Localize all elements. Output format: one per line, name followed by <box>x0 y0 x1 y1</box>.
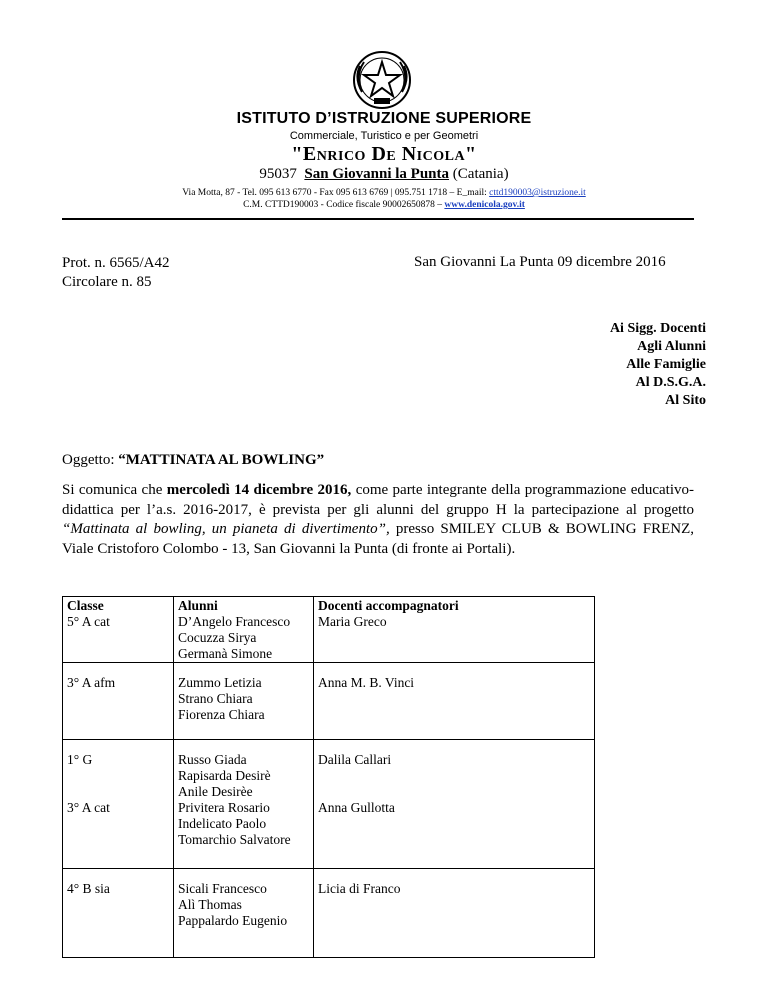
student: Rapisarda Desirè <box>178 768 271 783</box>
body-date: mercoledì 14 dicembre 2016, <box>166 482 352 498</box>
project-title: “Mattinata al bowling, un pianeta di divertimento”, <box>62 521 390 537</box>
contact-text-2: C.M. CTTD190003 - Codice fiscale 90002650878 – <box>243 200 443 210</box>
recipient: Agli Alunni <box>637 339 706 354</box>
class-value: 4° B sia <box>67 881 110 896</box>
institute-name: "Enrico De Nicola" <box>291 143 477 165</box>
place-date: San Giovanni La Punta 09 dicembre 2016 <box>414 254 666 270</box>
students-cell <box>174 740 314 869</box>
teacher: Anna Gullotta <box>318 800 395 815</box>
postcode: 95037 <box>259 166 297 182</box>
table-row <box>63 597 595 663</box>
website-link[interactable]: www.denicola.gov.it <box>444 200 525 210</box>
student: Germanà Simone <box>178 646 273 661</box>
recipient: Al D.S.G.A. <box>635 375 706 390</box>
student: Indelicato Paolo <box>178 816 267 831</box>
teacher: Licia di Franco <box>318 881 401 896</box>
teacher-cell <box>314 663 595 740</box>
teacher-cell <box>314 869 595 958</box>
email-link[interactable]: cttd190003@istruzione.it <box>489 188 586 198</box>
student: Cocuzza Sirya <box>178 630 257 645</box>
class-cell <box>63 663 174 740</box>
subject-line <box>62 452 324 469</box>
student: Tomarchio Salvatore <box>178 832 291 847</box>
recipient: Ai Sigg. Docenti <box>609 321 706 336</box>
participants-table <box>62 596 595 958</box>
body-text-2: presso SMILEY CLUB & BOWLING FRENZ, Viale Cristoforo Colombo - 13, San Giovanni la Punta (di fronte ai Portali). <box>62 521 694 557</box>
class-value: 1° G <box>67 752 93 767</box>
student: Russo Giada <box>178 752 247 767</box>
student: Alì Thomas <box>178 897 242 912</box>
institute-subtitle: Commerciale, Turistico e per Geometri <box>289 130 479 142</box>
body-text-1: come parte integrante della programmazione educativo-didattica per l’a.s. 2016-2017, è prevista per gli alunni del gruppo H la partecipazione al progetto <box>62 482 695 518</box>
header-divider <box>62 218 694 220</box>
recipient: Alle Famiglie <box>626 357 706 372</box>
students-cell <box>174 597 314 663</box>
body-intro: Si comunica che <box>62 482 163 498</box>
class-cell <box>63 597 174 663</box>
student: D’Angelo Francesco <box>178 614 291 629</box>
recipients-list <box>610 320 706 410</box>
protocol-block <box>62 254 170 292</box>
circular-number: Circolare n. 85 <box>62 274 152 290</box>
institute-address <box>0 166 768 183</box>
table-row <box>63 869 595 958</box>
students-cell <box>174 663 314 740</box>
student: Privitera Rosario <box>178 800 270 815</box>
header-class: Classe <box>67 598 104 613</box>
province: (Catania) <box>452 166 509 182</box>
class-cell <box>63 740 174 869</box>
table-row <box>63 663 595 740</box>
protocol-number: Prot. n. 6565/A42 <box>62 255 170 271</box>
recipient: Al Sito <box>665 393 706 408</box>
city: San Giovanni la Punta <box>304 166 450 182</box>
class-value: 3° A cat <box>67 800 110 815</box>
subject-label: Oggetto: <box>62 452 115 468</box>
class-value: 3° A afm <box>67 675 116 690</box>
student: Fiorenza Chiara <box>178 707 265 722</box>
body-paragraph <box>62 481 694 559</box>
student: Anile Desirèe <box>178 784 253 799</box>
teacher: Anna M. B. Vinci <box>318 675 415 690</box>
header-teachers: Docenti accompagnatori <box>318 598 459 613</box>
student: Zummo Letizia <box>178 675 262 690</box>
republic-emblem-icon <box>350 48 414 112</box>
table-row <box>63 740 595 869</box>
student: Pappalardo Eugenio <box>178 913 288 928</box>
contact-line-1 <box>0 188 768 198</box>
student: Sicali Francesco <box>178 881 267 896</box>
class-cell <box>63 869 174 958</box>
teacher: Maria Greco <box>318 614 387 629</box>
class-value: 5° A cat <box>67 614 110 629</box>
institute-title: ISTITUTO D’ISTRUZIONE SUPERIORE <box>236 110 532 127</box>
teacher-cell <box>314 740 595 869</box>
teacher: Dalila Callari <box>318 752 392 767</box>
teacher-cell <box>314 597 595 663</box>
students-cell <box>174 869 314 958</box>
subject-title: “MATTINATA AL BOWLING” <box>118 452 325 468</box>
contact-line-2 <box>0 200 768 210</box>
student: Strano Chiara <box>178 691 253 706</box>
header-students: Alunni <box>178 598 218 613</box>
contact-text-1: Via Motta, 87 - Tel. 095 613 6770 - Fax 095 613 6769 | 095.751 1718 – E_mail: <box>182 188 487 198</box>
